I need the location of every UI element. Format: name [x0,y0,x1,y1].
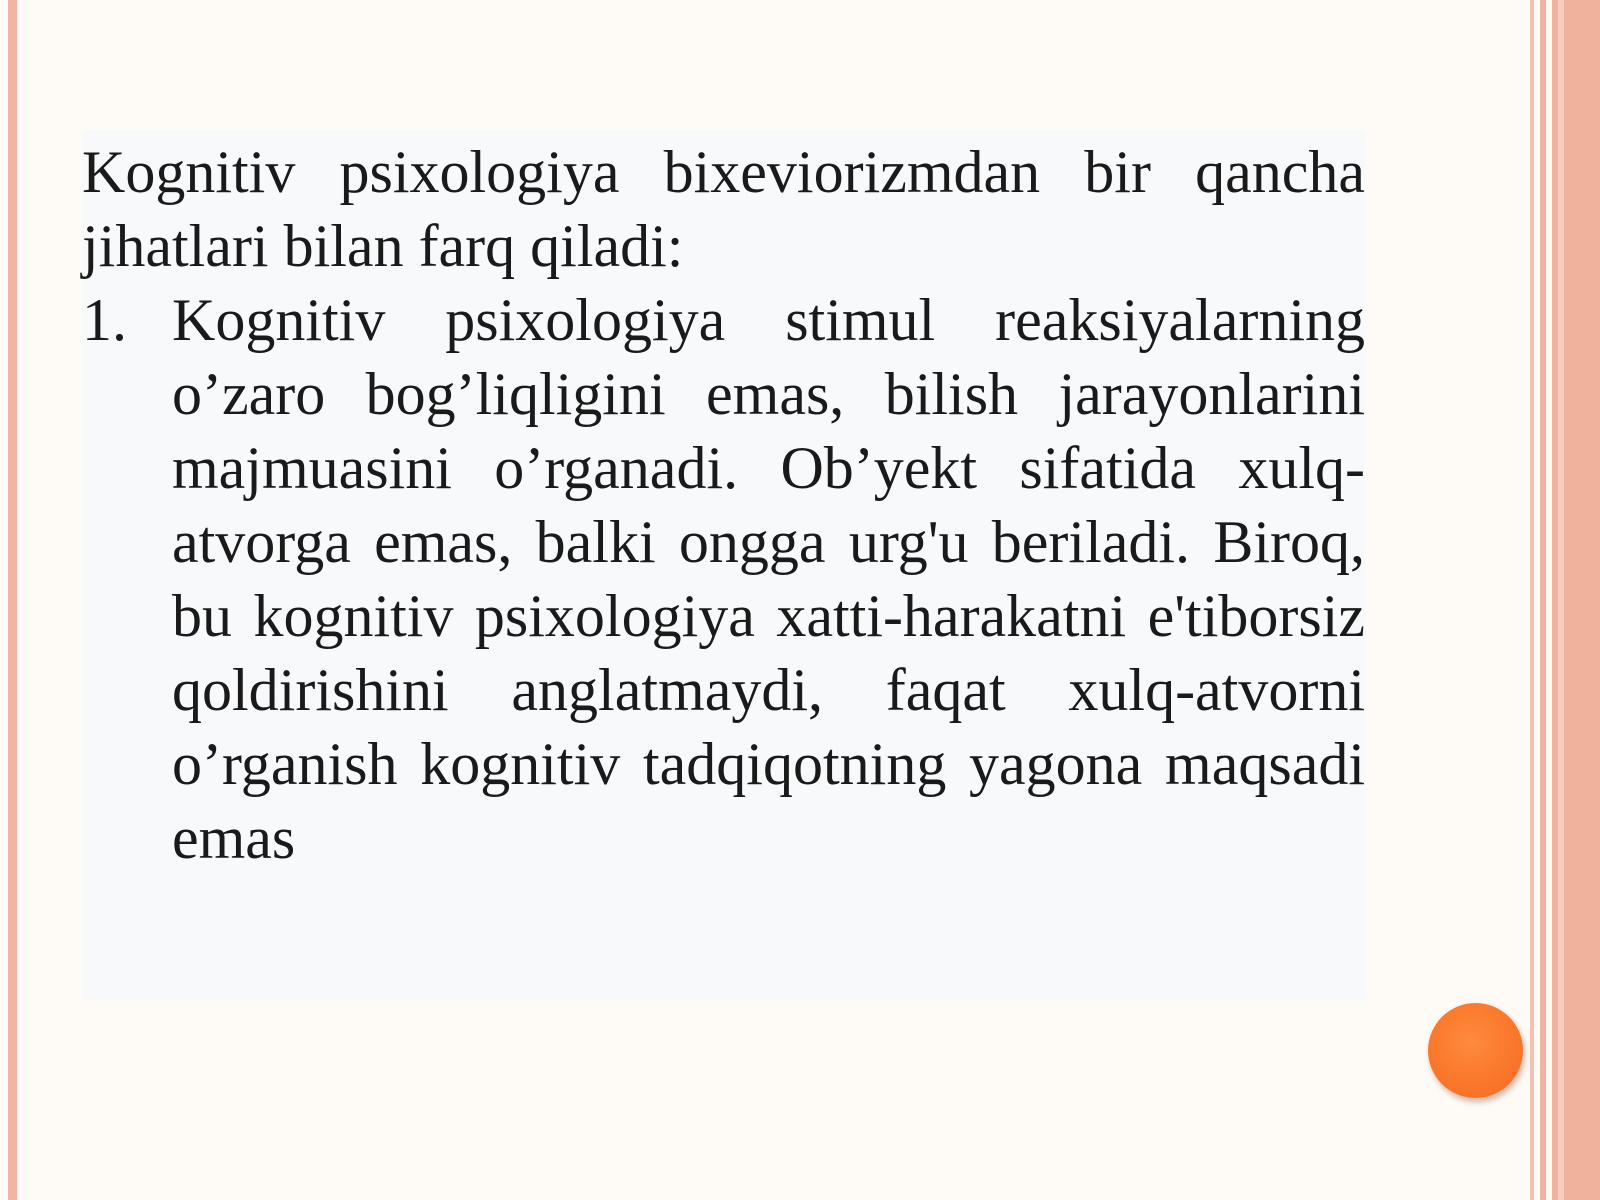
intro-paragraph: Kognitiv psixologiya bixeviorizmdan bir qancha jihatlari bilan farq qiladi: [82,139,1365,279]
stripe [1530,0,1534,1200]
right-stripes-decoration [1530,0,1600,1200]
stripe [1558,0,1564,1200]
left-border-decoration [8,0,17,1200]
list-item-text: Kognitiv psixologiya stimul reaksiyalarning o’zaro bog’liqligini emas, bilish jarayonlarini majmuasini o’rganadi. Ob’yekt sifatida xulq-atvorga emas, balki ongga urg'u beriladi. Biroq, bu kognitiv psixologiya xatti-harakatni e'tiborsiz qoldirishini anglatmaydi, faqat xulq-atvorni o’rganish kognitiv tadqiqotning yagona maqsadi emas [172,287,1365,871]
list-number: 1. [82,287,127,353]
stripe [1540,0,1546,1200]
content-text-box [82,130,1365,1000]
next-slide-button[interactable] [1428,1003,1523,1098]
